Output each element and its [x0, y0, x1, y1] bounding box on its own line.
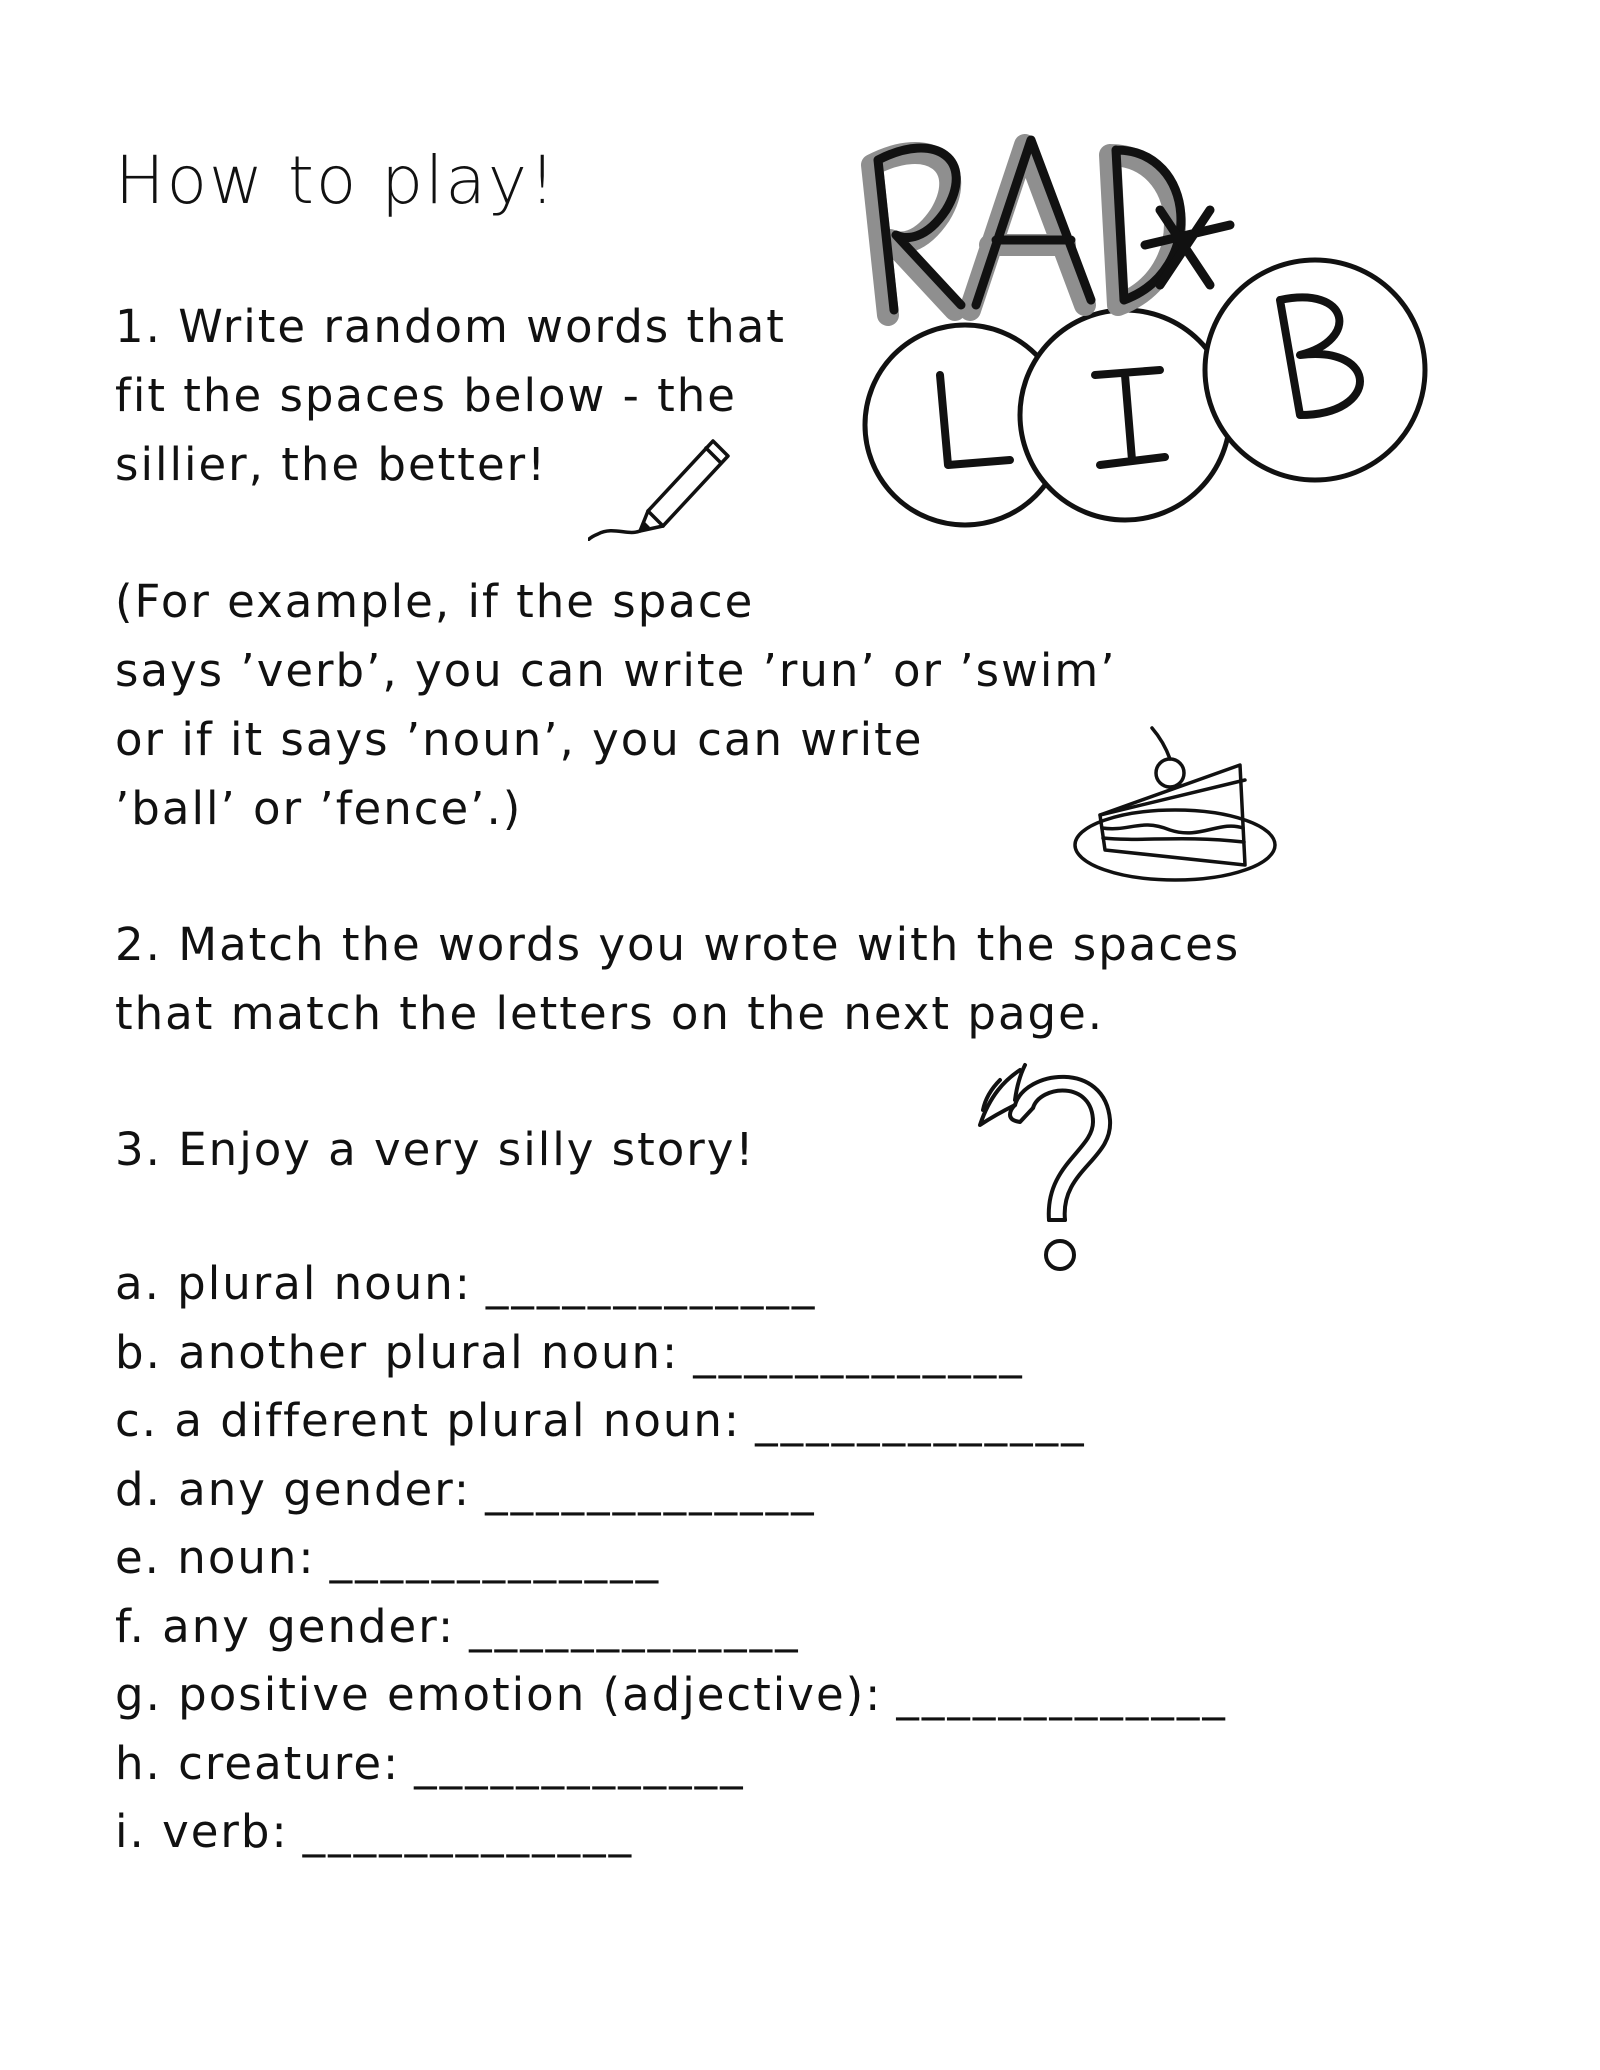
cake-slice-icon [1070, 720, 1290, 890]
blank-item-d [115, 1456, 1228, 1525]
blank-line: _____________ [485, 1462, 817, 1516]
blank-label: d. any gender: [115, 1462, 472, 1516]
blank-item-h [115, 1730, 1228, 1799]
blank-label: b. another plural noun: [115, 1325, 680, 1379]
blank-label: e. noun: [115, 1531, 316, 1584]
blank-item-g [115, 1661, 1228, 1730]
blank-line: _____________ [693, 1325, 1025, 1379]
blank-label: a. plural noun: [115, 1257, 472, 1310]
blank-line: _____________ [485, 1257, 818, 1310]
banana-question-mark-icon [965, 1050, 1135, 1275]
blank-item-i [115, 1798, 1228, 1867]
blank-item-e [115, 1524, 1228, 1593]
blank-label: i. verb: [115, 1805, 289, 1858]
blank-line: _____________ [755, 1394, 1087, 1447]
rad-lib-logo [860, 125, 1440, 545]
blank-item-b [115, 1319, 1228, 1388]
blank-item-c [115, 1387, 1228, 1456]
blank-line: _____________ [302, 1805, 635, 1858]
blank-item-a [115, 1250, 1228, 1319]
blank-label: f. any gender: [115, 1599, 456, 1653]
blank-line: _____________ [414, 1736, 746, 1790]
step-2-text: 2. Match the words you wrote with the spaces that match the letters on the next page. [115, 918, 1241, 1040]
blank-label: g. positive emotion (adjective): [115, 1668, 883, 1721]
page-title: How to play! [115, 142, 558, 219]
step-3-text: 3. Enjoy a very silly story! [115, 1123, 756, 1176]
blank-list [115, 1250, 1228, 1867]
blank-label: h. creature: [115, 1736, 401, 1790]
pencil-icon [588, 426, 738, 541]
blank-line: _____________ [329, 1531, 662, 1584]
blank-label: c. a different plural noun: [115, 1394, 742, 1447]
blank-item-f [115, 1593, 1228, 1662]
blank-line: _____________ [469, 1599, 801, 1653]
example-text: (For example, if the space says ’verb’, you can write ’run’ or ’swim’ or if it says ’noun’, you can write ’ball’ or ’fence’.) [115, 575, 1117, 835]
logo-circle-b [1205, 260, 1425, 480]
step-1-text: 1. Write random words that fit the spaces below - the sillier, the better! [115, 300, 786, 491]
blank-line: _____________ [896, 1668, 1228, 1721]
